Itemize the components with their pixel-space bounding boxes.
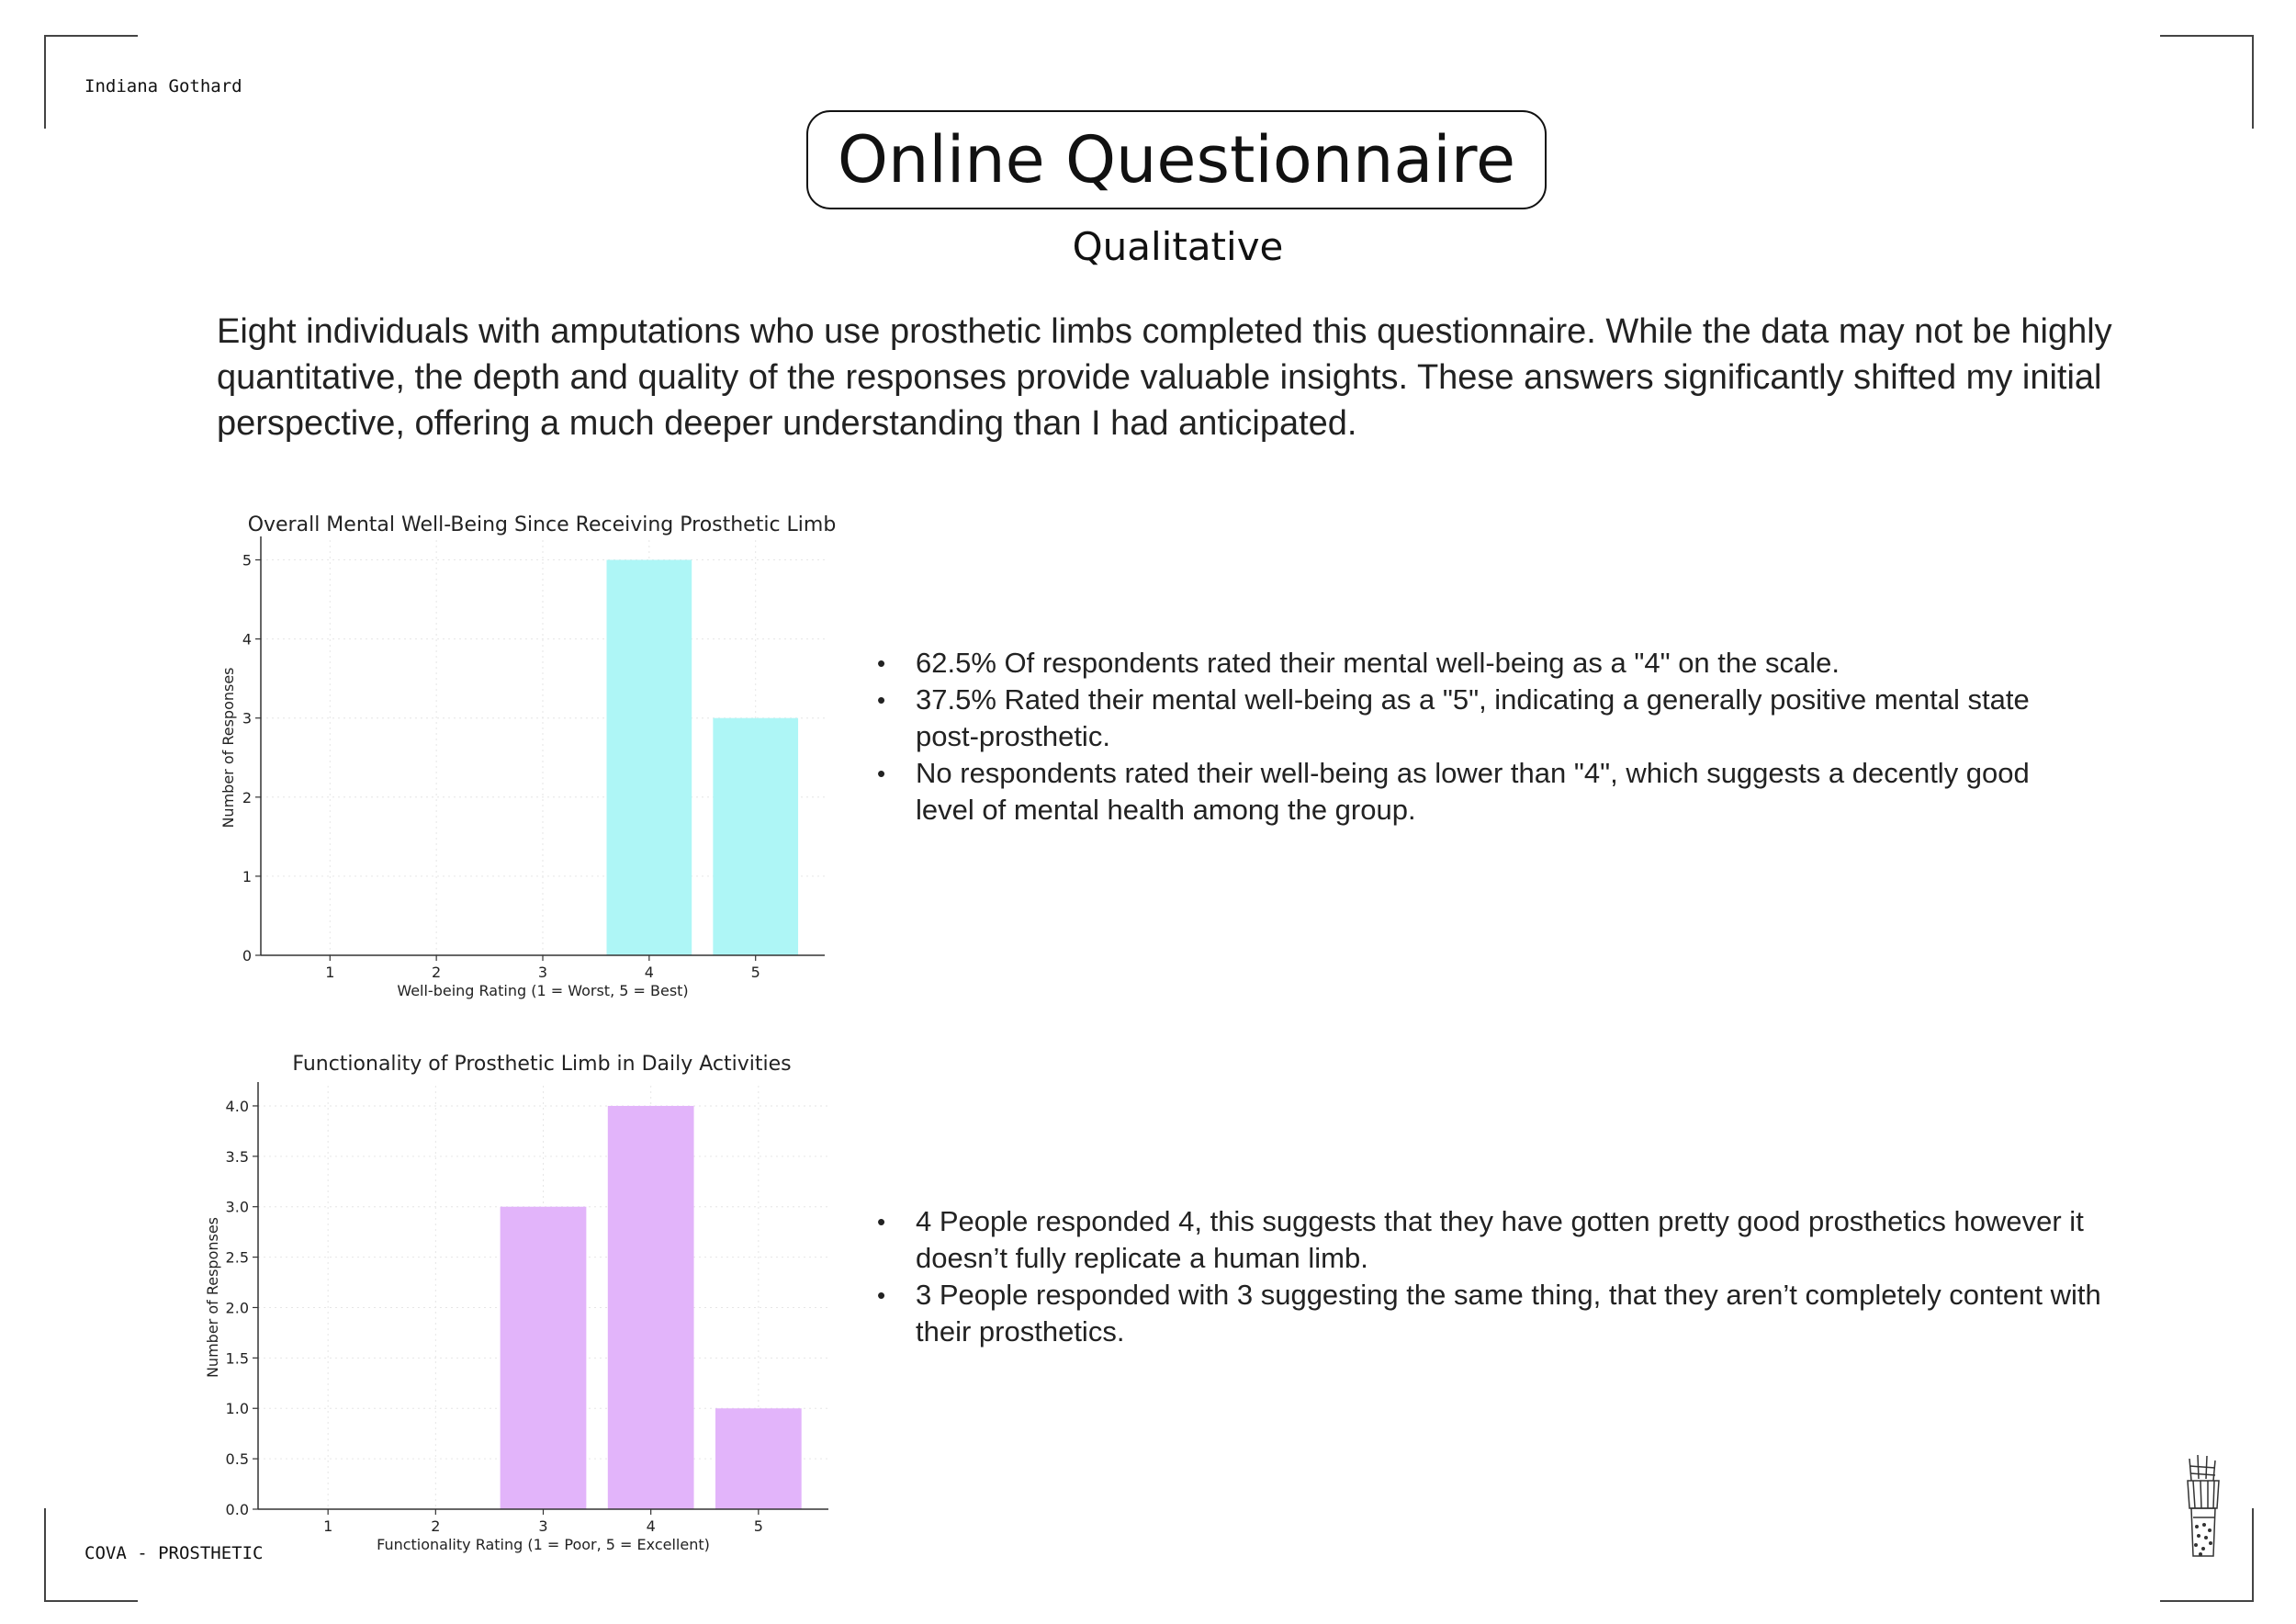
- author-name: Indiana Gothard: [84, 76, 242, 96]
- bar: [713, 718, 798, 955]
- x-tick-label: 4: [644, 964, 654, 981]
- y-tick-label: 3.0: [225, 1198, 249, 1216]
- y-tick-label: 2.5: [225, 1248, 249, 1267]
- y-tick-label: 0: [242, 947, 252, 964]
- x-tick-label: 3: [538, 1517, 548, 1535]
- x-tick-label: 1: [325, 964, 335, 981]
- y-tick-label: 2: [242, 788, 252, 806]
- x-tick-label: 2: [431, 1517, 441, 1535]
- x-tick-label: 2: [432, 964, 442, 981]
- y-tick-label: 4: [242, 630, 252, 648]
- x-axis-label: Functionality Rating (1 = Poor, 5 = Excellent): [377, 1536, 710, 1553]
- bar: [608, 1106, 694, 1509]
- project-name: COVA - PROSTHETIC: [84, 1543, 264, 1563]
- finding-item: • 4 People responded 4, this suggests that they have gotten pretty good prosthetics however it doesn’t fully replicate a human limb.: [877, 1203, 2135, 1277]
- finding-item: • No respondents rated their well-being as lower than "4", which suggests a decently good level of mental health among the group.: [877, 755, 2034, 829]
- x-tick-label: 5: [750, 964, 760, 981]
- bar: [607, 560, 692, 955]
- functionality-findings-list: [877, 1203, 2135, 1350]
- x-tick-label: 4: [646, 1517, 656, 1535]
- y-tick-label: 3: [242, 709, 252, 727]
- y-tick-label: 2.0: [225, 1299, 249, 1317]
- chart-title: Overall Mental Well-Being Since Receiving Prosthetic Limb: [247, 513, 837, 536]
- bar: [715, 1408, 802, 1509]
- y-tick-label: 1.5: [225, 1349, 249, 1368]
- page-subtitle: Qualitative: [1072, 224, 1284, 269]
- y-tick-label: 0.5: [225, 1450, 249, 1469]
- finding-item: • 37.5% Rated their mental well-being as a "5", indicating a generally positive mental state post-prosthetic.: [877, 682, 2034, 755]
- finding-item: • 3 People responded with 3 suggesting the same thing, that they aren’t completely content with their prosthetics.: [877, 1277, 2135, 1350]
- x-axis-label: Well-being Rating (1 = Worst, 5 = Best): [397, 982, 689, 999]
- bar: [501, 1207, 587, 1509]
- y-tick-label: 4.0: [225, 1097, 249, 1115]
- page-title: Online Questionnaire: [806, 110, 1547, 209]
- y-axis-label: Number of Responses: [204, 1216, 221, 1379]
- corner-mark-top-right: [2160, 35, 2254, 129]
- x-tick-label: 1: [323, 1517, 333, 1535]
- intro-paragraph: Eight individuals with amputations who use prosthetic limbs completed this questionnaire. While the data may not be highly quantitative, the depth and quality of the responses provide valuable insights. These answers significantly shifted my initial perspective, offering a much deeper understanding than I had anticipated.: [217, 312, 2112, 443]
- x-tick-label: 3: [537, 964, 548, 981]
- y-tick-label: 1.0: [225, 1400, 249, 1418]
- y-tick-label: 3.5: [225, 1147, 249, 1166]
- finding-item: • 62.5% Of respondents rated their mental well-being as a "4" on the scale.: [877, 645, 2034, 682]
- y-axis-label: Number of Responses: [219, 667, 237, 829]
- y-tick-label: 5: [242, 551, 252, 570]
- chart-title: Functionality of Prosthetic Limb in Daily Activities: [292, 1053, 792, 1076]
- y-tick-label: 0.0: [225, 1501, 249, 1518]
- prosthetic-hand-icon: [2180, 1453, 2226, 1563]
- x-tick-label: 5: [753, 1517, 763, 1535]
- y-tick-label: 1: [242, 867, 252, 885]
- wellbeing-findings-list: [877, 645, 2034, 829]
